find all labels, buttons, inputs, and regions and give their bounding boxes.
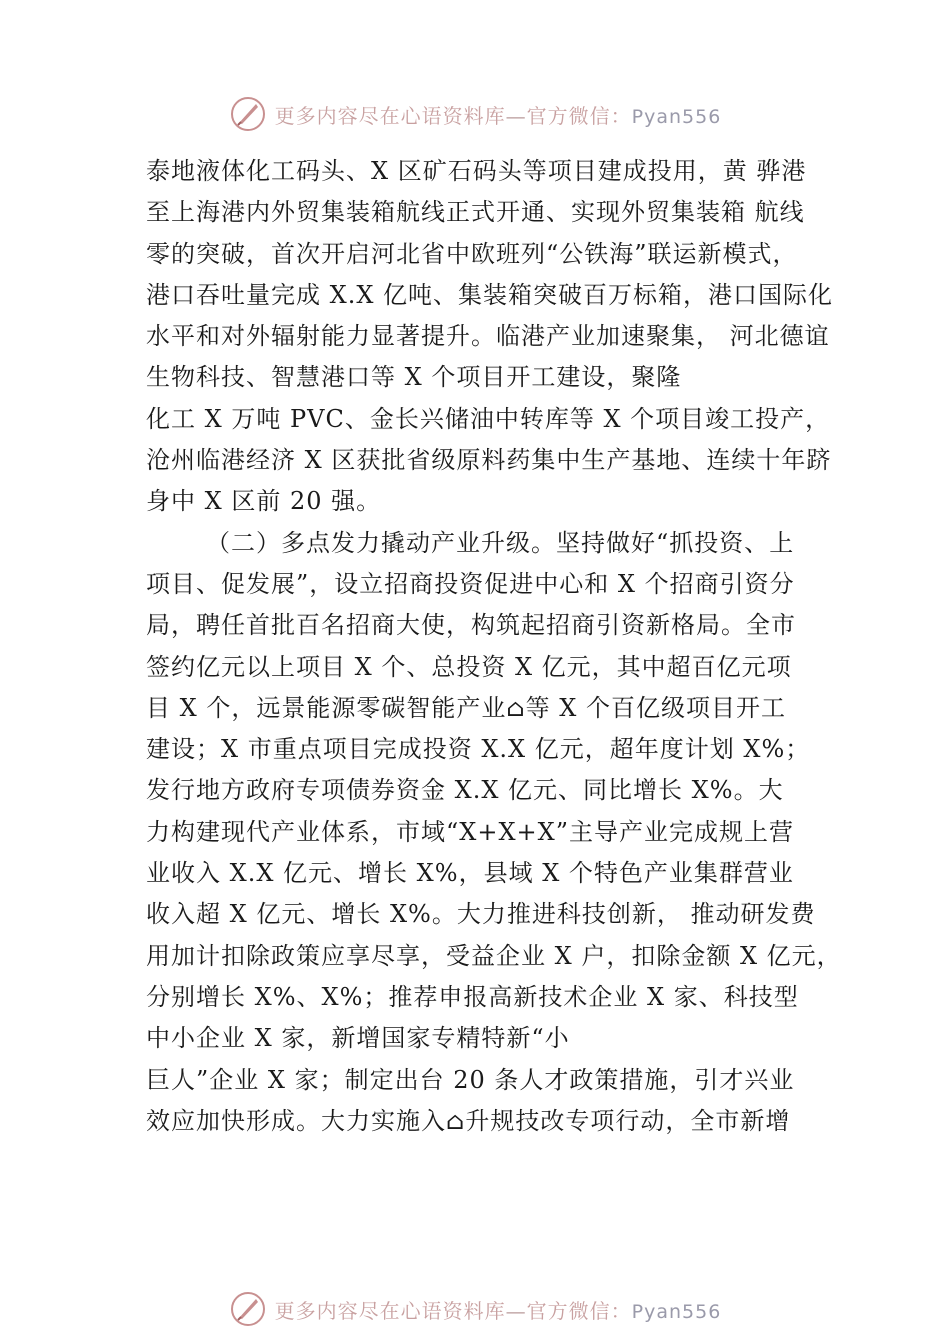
section-heading: （二）多点发力撬动产业升级。 [206, 528, 556, 557]
banner-text [275, 100, 722, 129]
text-line: 零的突破，首次开启河北省中欧班列“公铁海”联运新模式， [146, 239, 798, 268]
quill-pen-icon [229, 95, 267, 133]
heading-line-rest: 坚持做好“抓投资、上 [556, 528, 795, 557]
text-line: 局，聘任首批百名招商大使，构筑起招商引资新格局。全市 [146, 611, 796, 640]
header-banner [0, 92, 950, 136]
text-line: 签约亿元以上项目 X 个、总投资 X 亿元，其中超百亿元项 [146, 652, 792, 681]
document-body [146, 151, 842, 1142]
quill-pen-icon [229, 1290, 267, 1328]
banner-separator: — [505, 103, 527, 128]
text-line: 港口吞吐量完成 X.X 亿吨、集装箱突破百万标箱，港口国际化 [146, 280, 834, 309]
text-line: 业收入 X.X 亿元、增长 X%，县域 X 个特色产业集群营业 [146, 859, 794, 888]
text-line: 泰地液体化工码头、X 区矿石码头等项目建成投用，黄 骅港 [146, 157, 807, 185]
text-line: 巨人”企业 X 家；制定出台 20 条人才政策措施，引才兴业 [146, 1065, 795, 1094]
banner-account-label: 官方微信： [526, 103, 632, 128]
text-line: 分别增长 X%、X%；推荐申报高新技术企业 X 家、科技型 [146, 982, 799, 1011]
text-line: 目 X 个，远景能源零碳智能产业⌂等 X 个百亿级项目开工 [146, 693, 787, 722]
footer-banner [0, 1287, 950, 1331]
banner-main-text: 更多内容尽在心语资料库 [274, 103, 506, 128]
text-line: 身中 X 区前 20 强。 [146, 487, 382, 516]
banner-account-id: Pyan556 [631, 105, 722, 128]
text-line: 力构建现代产业体系，市域“X+X+X”主导产业完成规上营 [146, 817, 795, 846]
text-line: 建设；X 市重点项目完成投资 X.X 亿元，超年度计划 X%； [146, 735, 811, 764]
text-line: 水平和对外辐射能力显著提升。临港产业加速聚集， 河北德谊 [146, 322, 830, 351]
text-line: 效应加快形成。大力实施入⌂升规技改专项行动，全市新增 [146, 1106, 791, 1135]
text-line: 项目、促发展”，设立招商投资促进中心和 X 个招商引资分 [146, 569, 795, 598]
text-line: 沧州临港经济 X 区获批省级原料药集中生产基地、连续十年跻 [146, 446, 832, 475]
text-line: 至上海港内外贸集装箱航线正式开通、实现外贸集装箱 航线 [146, 198, 805, 227]
text-line: 生物科技、智慧港口等 X 个项目开工建设，聚隆 [146, 363, 682, 392]
banner-text [275, 1295, 722, 1324]
text-line: 收入超 X 亿元、增长 X%。大力推进科技创新， 推动研发费 [146, 900, 816, 929]
text-line: 化工 X 万吨 PVC、金长兴储油中转库等 X 个项目竣工投产， [146, 404, 831, 433]
banner-separator: — [505, 1298, 527, 1323]
banner-account-label: 官方微信： [526, 1298, 632, 1323]
paragraph-2 [146, 523, 842, 1142]
paragraph-1 [146, 151, 836, 523]
banner-main-text: 更多内容尽在心语资料库 [274, 1298, 506, 1323]
banner-account-id: Pyan556 [631, 1300, 722, 1323]
text-line: 发行地方政府专项债券资金 X.X 亿元、同比增长 X%。大 [146, 776, 784, 805]
text-line: 中小企业 X 家，新增国家专精特新“小 [146, 1024, 570, 1053]
section-heading-line [146, 523, 836, 564]
text-line: 用加计扣除政策应享尽享，受益企业 X 户，扣除金额 X 亿元， [146, 941, 842, 970]
